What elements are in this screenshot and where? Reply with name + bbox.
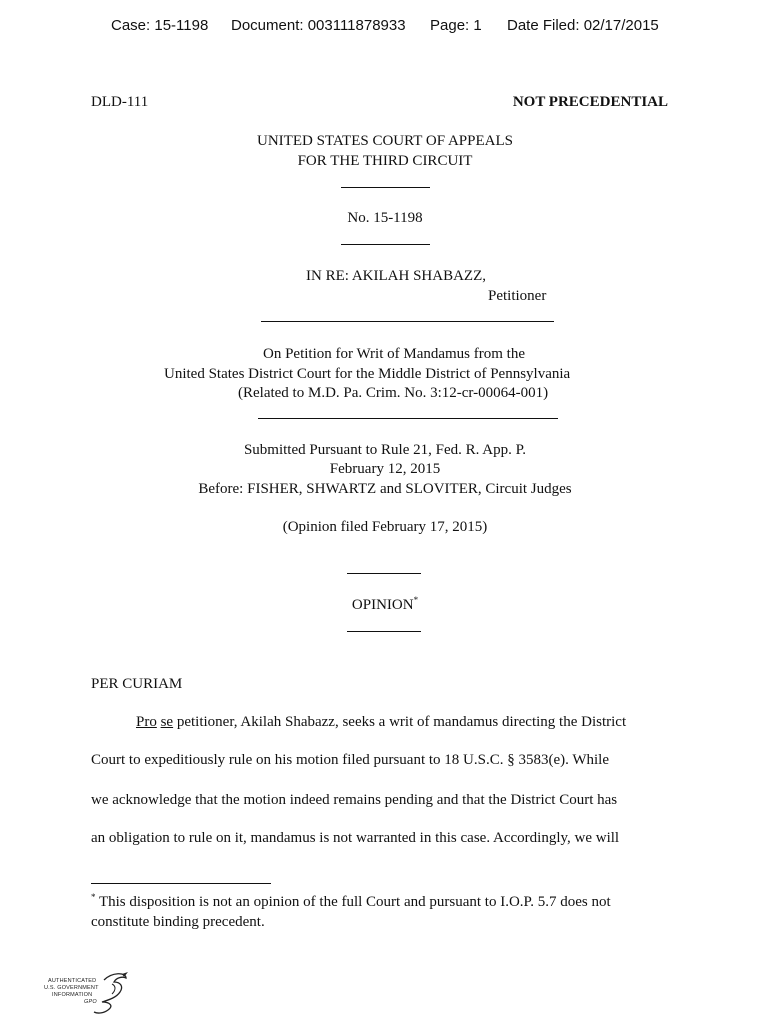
- petition-line3: (Related to M.D. Pa. Crim. No. 3:12-cr-00064-001): [238, 385, 549, 401]
- footnote-divider: [91, 883, 271, 884]
- divider: [261, 321, 554, 322]
- petitioner-label: Petitioner: [488, 288, 547, 304]
- body-line-4: an obligation to rule on it, mandamus is not warranted in this case. Accordingly, we will: [91, 830, 620, 846]
- eagle-emblem-icon: [42, 968, 142, 1018]
- gpo-authenticated-logo: AUTHENTICATED U.S. GOVERNMENT INFORMATION GPO: [42, 968, 142, 1018]
- footnote-line-2: constitute binding precedent.: [91, 914, 265, 930]
- footnote-line-1: * This disposition is not an opinion of the full Court and pursuant to I.O.P. 5.7 does not: [91, 892, 611, 910]
- stamp-date-filed: Date Filed: 02/17/2015: [507, 17, 659, 34]
- opinion-heading: OPINION*: [351, 595, 419, 613]
- in-re-line: IN RE: AKILAH SHABAZZ,: [306, 268, 486, 284]
- divider: [347, 573, 421, 574]
- divider: [258, 418, 558, 419]
- stamp-case: Case: 15-1198: [111, 17, 209, 34]
- panel-judges: Before: FISHER, SHWARTZ and SLOVITER, Circuit Judges: [198, 481, 572, 497]
- body-line-1: Pro se petitioner, Akilah Shabazz, seeks a writ of mandamus directing the District: [136, 714, 627, 730]
- submitted-rule: Submitted Pursuant to Rule 21, Fed. R. App. P.: [243, 442, 527, 458]
- body-line-3: we acknowledge that the motion indeed remains pending and that the District Court has: [91, 792, 618, 808]
- divider: [341, 187, 430, 188]
- divider: [347, 631, 421, 632]
- stamp-document: Document: 003111878933: [231, 17, 406, 34]
- submitted-date: February 12, 2015: [329, 461, 441, 477]
- opinion-filed-date: (Opinion filed February 17, 2015): [282, 519, 488, 535]
- case-number: No. 15-1198: [347, 210, 423, 226]
- stamp-page: Page: 1: [430, 17, 482, 34]
- petition-line2: United States District Court for the Middle District of Pennsylvania: [164, 366, 571, 382]
- court-name: UNITED STATES COURT OF APPEALS: [257, 133, 513, 149]
- petition-line1: On Petition for Writ of Mandamus from the: [263, 346, 525, 362]
- divider: [341, 244, 430, 245]
- per-curiam: PER CURIAM: [91, 676, 183, 692]
- doc-code: DLD-111: [91, 94, 149, 110]
- court-circuit: FOR THE THIRD CIRCUIT: [297, 153, 473, 169]
- body-line-2: Court to expeditiously rule on his motion filed pursuant to 18 U.S.C. § 3583(e). While: [91, 752, 610, 768]
- precedential-label: NOT PRECEDENTIAL: [512, 94, 668, 110]
